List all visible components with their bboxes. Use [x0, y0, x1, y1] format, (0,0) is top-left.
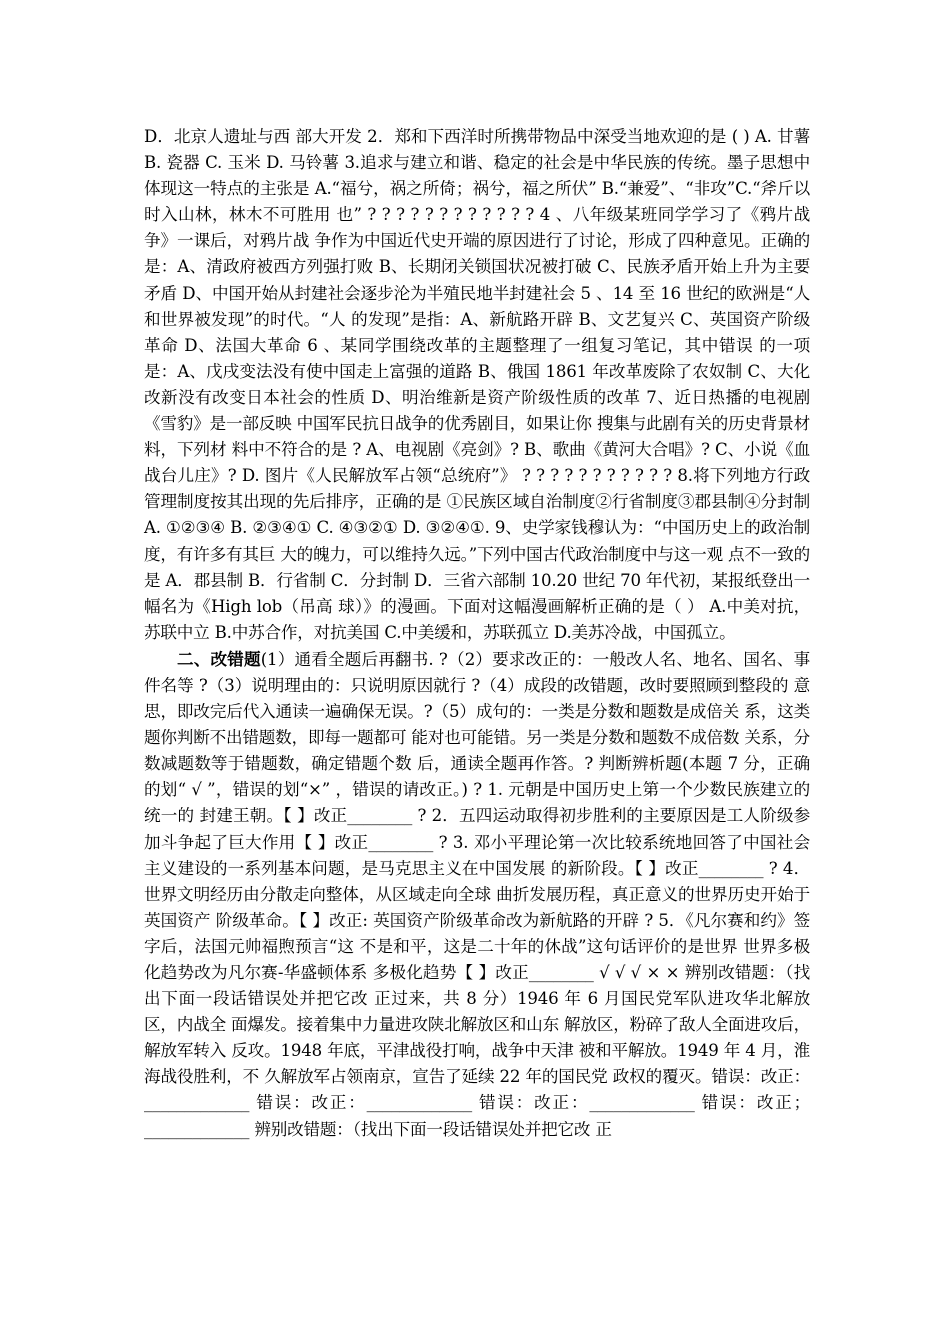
section-body: (1）通看全题后再翻书. ?（2）要求改正的：一般改人名、地名、国名、事件名等 ?（3）说明理由的：只说明原因就行 ?（4）成段的改错题，改时要照顾到整段的 意思，即改完后代入通读一遍确保无误。?（5）成句的：一类是分数和题数是成倍关 系，这类题你判断不出错题数，即每一题都可 能对也可能错。另一类是分数和题数不成倍数 关系，分数减题数等于错题数，确定错题个数 后，通读全题再作答。? 判断辨析题(本题 7 分，正确的划“ √ ”，错误的划“×” ，错误的请改正。) ? 1. 元朝是中国历史上第一个少数民族建立的统一的 封建王朝。【 】改正________ ? 2．五四运动取得初步胜利的主要原因是工人阶级参 加斗争起了巨大作用【 】改正________ ? 3. 邓小平理论第一次比较系统地回答了中国社会主义建设的一系列基本问题，是马克思主义在中国发展 的新阶段。【 】改正________ ? 4．世界文明经历由分散走向整体，从区域走向全球 曲折发展历程，真正意义的世界历史开始于英国资产 阶级革命。【 】改正: 英国资产阶级革命改为新航路的开辟 ? 5．《凡尔赛和约》签字后，法国元帅福煦预言“这 不是和平，这是二十年的休战”这句话评价的是世界 世界多极化趋势改为凡尔赛-华盛顿体系 多极化趋势【 】改正________ √ √ √ × × 辨别改错题：（找出下面一段话错误处并把它改 正过来，共 8 分）1946 年 6 月国民党军队进攻华北解放区，内战全 面爆发。接着集中力量进攻陕北解放区和山东 解放区，粉碎了敌人全面进攻后，解放军转入 反攻。1948 年底，平津战役打响，战争中天津 被和平解放。1949 年 4 月，淮海战役胜利，不 久解放军占领南京，宣告了延续 22 年的国民党 政权的覆灭。错误：改正：_____________ 错误：改正：_____________ 错误：改正：_____________ 错误：改正；_____________ 辨别改错题：（找出下面一段话错误处并把它改 正: [144, 649, 810, 1139]
paragraph-correction-section: [144, 646, 810, 1143]
section-heading: 二、改错题: [177, 648, 261, 669]
paragraph-questions: D．北京人遗址与西 部大开发 2．郑和下西洋时所携带物品中深受当地欢迎的是 ( ) A. 甘薯 B. 瓷器 C. 玉米 D. 马铃薯 3.追求与建立和谐、稳定的社会是中华民族的传统。墨子思想中体现这一特点的主张是 A.“福兮，祸之所倚；祸兮，福之所伏” B.“兼爱”、“非攻”C.“斧斤以时入山林，林木不可胜用 也” ? ? ? ? ? ? ? ? ? ? ? ? 4 、八年级某班同学学习了《鸦片战争》一课后，对鸦片战 争作为中国近代史开端的原因进行了讨论，形成了四种意见。正确的是：A、清政府被西方列强打败 B、长期闭关锁国状况被打破 C、民族矛盾开始上升为主要矛盾 D、中国开始从封建社会逐步沦为半殖民地半封建社会 5 、14 至 16 世纪的欧洲是“人和世界被发现”的时代。“人 的发现”是指：A、新航路开辟 B、文艺复兴 C、英国资产阶级革命 D、法国大革命 6 、某同学围绕改革的主题整理了一组复习笔记，其中错误 的一项是：A、戊戌变法没有使中国走上富强的道路 B、俄国 1861 年改革废除了农奴制 C、大化改新没有改变日本社会的性质 D、明治维新是资产阶级性质的改革 7、近日热播的电视剧《雪豹》是一部反映 中国军民抗日战争的优秀剧目，如果让你 搜集与此剧有关的历史背景材料，下列材 料中不符合的是 ? A、电视剧《亮剑》? B、歌曲《黄河大合唱》? C、小说《血战台儿庄》? D. 图片《人民解放军占领“总统府”》 ? ? ? ? ? ? ? ? ? ? ? 8.将下列地方行政管理制度按其出现的先后排序，正确的是 ①民族区域自治制度②行省制度③郡县制④分封制 A. ①②③④ B. ②③④① C. ④③②① D. ③②④①. 9、史学家钱穆认为：“中国历史上的政治制度，有许多有其巨 大的魄力，可以维持久远。”下列中国古代政治制度中与这一观 点不一致的是 A．郡县制 B．行省制 C．分封制 D．三省六部制 10.20 世纪 70 年代初，某报纸登出一幅名为《High lob（吊高 球）》的漫画。下面对这幅漫画解析正确的是（ ） A.中美对抗，苏联中立 B.中苏合作，对抗美国 C.中美缓和，苏联孤立 D.美苏冷战，中国孤立。: [144, 127, 810, 642]
document-page: [144, 124, 810, 1143]
